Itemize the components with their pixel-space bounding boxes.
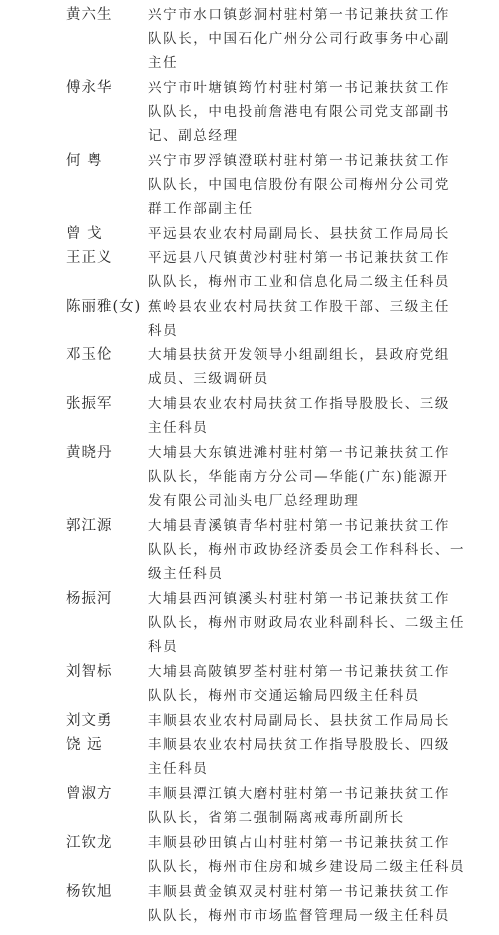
position-description-line: 科员: [148, 639, 179, 655]
position-description-line: 队队长，梅州市住房和城乡建设局二级主任科员: [148, 859, 466, 875]
position-description-line: 队队长，梅州市交通运输局四级主任科员: [148, 688, 420, 704]
person-name: 黄六生: [66, 7, 113, 23]
position-description-line: 兴宁市水口镇彭洞村驻村第一书记兼扶贫工作: [148, 7, 450, 23]
position-description-line: 群工作部副主任: [148, 201, 254, 217]
position-description-line: 队队长，梅州市财政局农业科副科长、二级主任: [148, 615, 466, 631]
position-description-line: 成员、三级调研员: [148, 371, 269, 387]
position-description-line: 队队长，华能南方分公司—华能(广东)能源开: [148, 469, 449, 485]
position-description-line: 丰顺县农业农村局扶贫工作指导股股长、四级: [148, 737, 450, 753]
person-name: 杨振河: [66, 591, 113, 607]
position-description-line: 蕉岭县农业农村局扶贫工作股干部、三级主任: [148, 299, 450, 315]
person-name: 郭江源: [66, 518, 113, 534]
person-name: 傅永华: [66, 80, 113, 96]
person-name: 王正义: [66, 250, 113, 266]
position-description-line: 大埔县农业农村局扶贫工作指导股股长、三级: [148, 396, 450, 412]
position-description-line: 队队长，梅州市政协经济委员会工作科科长、一: [148, 542, 466, 558]
position-description-line: 兴宁市罗浮镇澄联村驻村第一书记兼扶贫工作: [148, 153, 450, 169]
person-name: 饶 远: [66, 737, 103, 753]
person-name: 曾淑方: [66, 786, 113, 802]
person-name: 黄晓丹: [66, 445, 113, 461]
position-description-line: 丰顺县农业农村局副局长、县扶贫工作局局长: [148, 713, 450, 729]
position-description-line: 级主任科员: [148, 566, 224, 582]
position-description-line: 主任: [148, 55, 179, 71]
person-name: 杨钦旭: [66, 884, 113, 900]
position-description-line: 队队长，省第二强制隔离戒毒所副所长: [148, 810, 405, 826]
person-name: 邓玉伦: [66, 347, 113, 363]
person-name: 张振军: [66, 396, 113, 412]
person-name: 何 粤: [66, 153, 103, 169]
position-description-line: 丰顺县砂田镇占山村驻村第一书记兼扶贫工作: [148, 835, 450, 851]
position-description-line: 丰顺县潭江镇大磨村驻村第一书记兼扶贫工作: [148, 786, 450, 802]
person-name: 陈丽雅(女): [66, 299, 142, 315]
position-description-line: 大埔县扶贫开发领导小组副组长，县政府党组: [148, 347, 450, 363]
position-description-line: 主任科员: [148, 420, 209, 436]
position-description-line: 主任科员: [148, 761, 209, 777]
position-description-line: 平远县农业农村局副局长、县扶贫工作局局长: [148, 226, 450, 242]
person-name: 江钦龙: [66, 835, 113, 851]
person-name: 曾 戈: [66, 226, 103, 242]
position-description-line: 发有限公司汕头电厂总经理助理: [148, 493, 360, 509]
position-description-line: 丰顺县黄金镇双灵村驻村第一书记兼扶贫工作: [148, 884, 450, 900]
position-description-line: 队队长，中电投前詹港电有限公司党支部副书: [148, 104, 450, 120]
position-description-line: 队队长，中国石化广州分公司行政事务中心副: [148, 31, 450, 47]
position-description-line: 兴宁市叶塘镇筠竹村驻村第一书记兼扶贫工作: [148, 80, 450, 96]
position-description-line: 大埔县大东镇进滩村驻村第一书记兼扶贫工作: [148, 445, 450, 461]
position-description-line: 队队长，梅州市工业和信息化局二级主任科员: [148, 274, 450, 290]
position-description-line: 大埔县西河镇溪头村驻村第一书记兼扶贫工作: [148, 591, 450, 607]
position-description-line: 大埔县青溪镇青华村驻村第一书记兼扶贫工作: [148, 518, 450, 534]
position-description-line: 大埔县高陂镇罗荃村驻村第一书记兼扶贫工作: [148, 664, 450, 680]
position-description-line: 队队长，梅州市市场监督管理局一级主任科员: [148, 908, 450, 924]
position-description-line: 队队长，中国电信股份有限公司梅州分公司党: [148, 177, 450, 193]
position-description-line: 科员: [148, 323, 179, 339]
position-description-line: 平远县八尺镇黄沙村驻村第一书记兼扶贫工作: [148, 250, 450, 266]
position-description-line: 记、副总经理: [148, 128, 239, 144]
person-name: 刘智标: [66, 664, 113, 680]
person-name: 刘文勇: [66, 713, 113, 729]
